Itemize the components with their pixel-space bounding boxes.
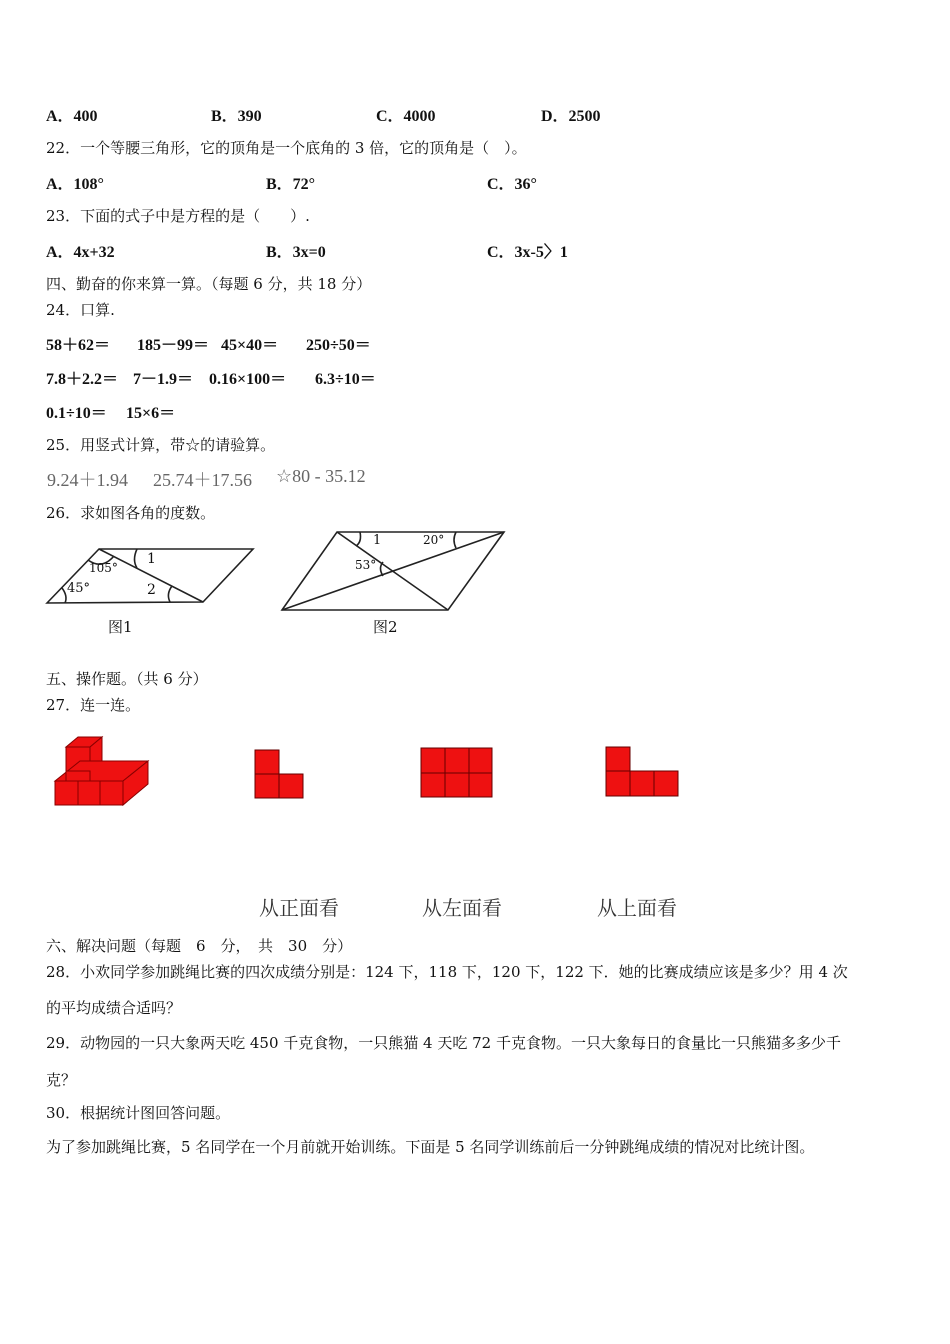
view-shape-grid: [421, 748, 492, 797]
fig2-angle-20: 20°: [423, 533, 445, 547]
q22-option-b: B．72°: [266, 176, 316, 193]
q27-stem: 27．连一连。: [46, 696, 141, 714]
q25-item: ☆80 - 35.12: [276, 466, 366, 486]
q30-stem: 30．根据统计图回答问题。: [46, 1104, 231, 1122]
q29-line2: 克？: [46, 1071, 77, 1089]
view-shape-long-l: [606, 747, 678, 796]
q21-option-a: A．400: [46, 108, 98, 125]
section-4-heading: 四、勤奋的你来算一算。（每题 6 分，共 18 分）: [46, 275, 372, 293]
q24-stem: 24．口算.: [46, 301, 115, 319]
fig1-angle-1: 1: [147, 551, 156, 567]
q28-line1: 28．小欢同学参加跳绳比赛的四次成绩分别是：124 下，118 下，120 下，122 下．她的比赛成绩应该是多少？用 4 次: [46, 963, 848, 981]
q25-item: 25.74＋17.56: [153, 470, 252, 490]
q30-text: 为了参加跳绳比赛，5 名同学在一个月前就开始训练。下面是 5 名同学训练前后一分钟跳绳成绩的情况对比统计图。: [46, 1138, 815, 1156]
q24-item: 15×6＝: [126, 405, 176, 422]
q22-option-a: A．108°: [46, 176, 104, 193]
q23-option-c: C．3x-5〉1: [487, 244, 568, 261]
figure-2-parallelogram: [282, 532, 504, 610]
q28-line2: 的平均成绩合适吗？: [46, 999, 182, 1017]
q21-option-b: B．390: [211, 108, 262, 125]
fig1-angle-105: 105°: [89, 561, 118, 575]
fig1-angle-45: 45°: [67, 581, 91, 596]
q24-item: 7－1.9＝: [133, 371, 194, 388]
view-shape-l: [255, 750, 303, 798]
q25-item: 9.24＋1.94: [47, 470, 128, 490]
q24-item: 185－99＝: [137, 337, 210, 354]
section-5-heading: 五、操作题。（共 6 分）: [46, 670, 208, 688]
q24-item: 250÷50＝: [306, 337, 371, 354]
q24-item: 7.8＋2.2＝: [46, 371, 119, 388]
q24-item: 45×40＝: [221, 337, 279, 354]
view-label-left: 从左面看: [422, 896, 502, 920]
fig2-angle-1: 1: [373, 533, 382, 548]
q24-item: 6.3÷10＝: [315, 371, 376, 388]
section-6-heading: 六、解决问题（每题 6 分， 共 30 分）: [46, 937, 353, 955]
q29-line1: 29．动物园的一只大象两天吃 450 千克食物，一只熊猫 4 天吃 72 千克食物。一只大象每日的食量比一只熊猫多多少千: [46, 1034, 841, 1052]
q25-stem: 25．用竖式计算，带☆的请验算。: [46, 436, 276, 454]
q23-option-a: A．4x+32: [46, 244, 115, 261]
q23-stem: 23．下面的式子中是方程的是（ ）.: [46, 207, 310, 225]
fig1-angle-2: 2: [147, 582, 156, 598]
view-label-top: 从上面看: [597, 896, 677, 920]
cube-solid-3d: [55, 737, 148, 805]
q23-option-b: B．3x=0: [266, 244, 326, 261]
view-label-front: 从正面看: [259, 896, 339, 920]
q21-option-d: D．2500: [541, 108, 601, 125]
q22-stem: 22．一个等腰三角形，它的顶角是一个底角的 3 倍，它的顶角是（ ）。: [46, 139, 527, 157]
fig1-caption: 图1: [108, 618, 133, 636]
q24-item: 0.16×100＝: [209, 371, 287, 388]
fig2-caption: 图2: [373, 618, 398, 636]
fig2-angle-53: 53°: [355, 558, 377, 572]
q24-item: 0.1÷10＝: [46, 405, 107, 422]
q22-option-c: C．36°: [487, 176, 537, 193]
q24-item: 58＋62＝: [46, 337, 111, 354]
q21-option-c: C．4000: [376, 108, 436, 125]
q26-stem: 26．求如图各角的度数。: [46, 504, 216, 522]
